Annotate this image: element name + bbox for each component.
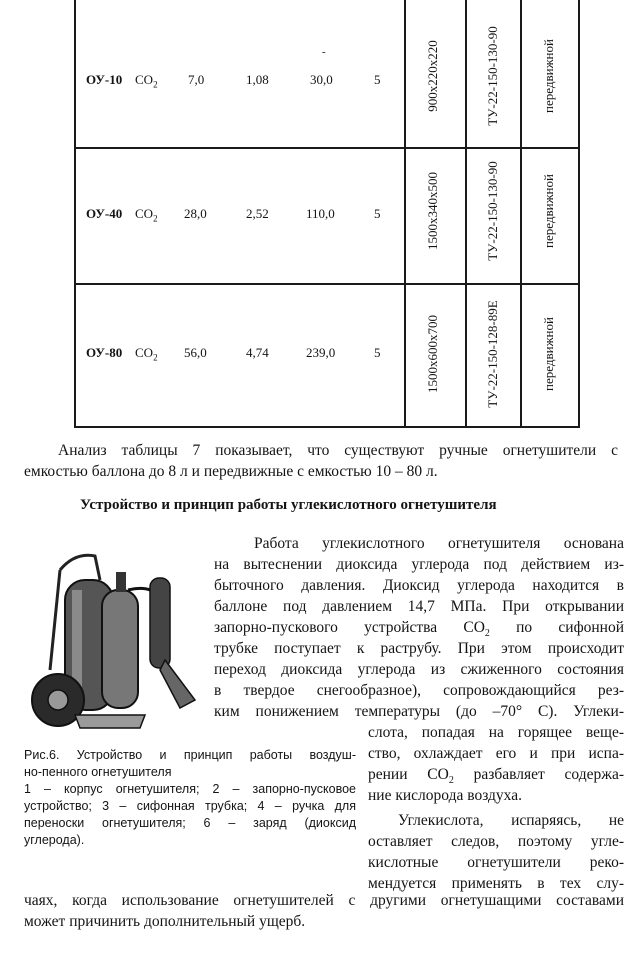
paragraph-line: ние кислорода воздуха. <box>368 787 522 804</box>
model-cell: ОУ-80 <box>86 345 123 360</box>
caption-line: Рис.6. Устройство и принцип работы воздуш- <box>24 748 356 762</box>
table-border-left <box>74 0 76 428</box>
table-border-bottom <box>74 426 580 428</box>
extinguisher-illustration <box>20 550 210 740</box>
type-cell: передвижной <box>541 39 556 113</box>
dims-cell: 1500x340x500 <box>425 172 440 250</box>
model-cell: ОУ-10 <box>86 72 123 87</box>
dash-mark: - <box>322 46 326 58</box>
mass-cell: 239,0 <box>306 345 336 360</box>
caption-line: но-пенного огнетушителя <box>24 765 172 779</box>
paragraph-line: мендуется применять в тех слу- <box>368 875 624 892</box>
paragraph-line: запорно-пускового устройства $CO_2$ по сифонной <box>214 619 624 640</box>
caption-line: 1 – корпус огнетушителя; 2 – запорно-пусковое <box>24 782 356 796</box>
paragraph-line: рении $CO_2$ разбавляет содержа- <box>368 766 624 787</box>
caption-line: углерода). <box>24 833 85 847</box>
analysis-paragraph <box>24 440 618 482</box>
spec-cell: ТУ-22-150-128-89Е <box>485 300 500 408</box>
model-cell: ОУ-40 <box>86 206 123 221</box>
range-cell: 5 <box>374 206 381 221</box>
paragraph-line: чаях, когда использование огнетушителей с другими огнетушащими составами <box>24 892 624 909</box>
paragraph-line: Работа углекислотного огнетушителя основана <box>254 535 624 552</box>
charge-cell: 2,52 <box>246 206 269 221</box>
caption-line: переноски огнетушителя; 6 – заряд (диоксид <box>24 816 356 830</box>
paragraph-line: на вытеснении диоксида углерода под действием из- <box>214 556 624 573</box>
paragraph-line: Анализ таблицы 7 показывает, что существуют ручные огнетушители с <box>58 442 618 459</box>
volume-cell: 56,0 <box>184 345 207 360</box>
body-paragraph-right <box>214 533 624 722</box>
paragraph-line: трубке поступает к раструбу. При этом происходит <box>214 640 624 657</box>
table-border-right <box>578 0 580 428</box>
paragraph-line: емкостью баллона до 8 л и передвижные с емкостью 10 – 80 л. <box>24 463 438 480</box>
charge-cell: 1,08 <box>246 72 269 87</box>
body-paragraph-full <box>24 890 624 932</box>
agent-cell: $CO_2$ <box>135 345 158 363</box>
paragraph-line: слота, попадая на горящее веще- <box>368 724 624 741</box>
type-cell: передвижной <box>541 317 556 391</box>
spec-cell: ТУ-22-150-130-90 <box>485 161 500 261</box>
range-cell: 5 <box>374 345 381 360</box>
paragraph-line: в твердое снегообразное), сопровождающийся рез- <box>214 682 624 699</box>
table-row-divider <box>74 283 580 285</box>
dims-cell: 900x220x220 <box>425 40 440 112</box>
paragraph-line: кислотные огнетушители реко- <box>368 854 624 871</box>
table-divider <box>465 0 467 428</box>
paragraph-line: оставляет следов, поэтому угле- <box>368 833 624 850</box>
volume-cell: 28,0 <box>184 206 207 221</box>
charge-cell: 4,74 <box>246 345 269 360</box>
mass-cell: 110,0 <box>306 206 335 221</box>
section-heading: Устройство и принцип работы углекислотного огнетушителя <box>80 497 497 513</box>
caption-line: устройство; 3 – сифонная трубка; 4 – ручка для <box>24 799 356 813</box>
table-divider <box>520 0 522 428</box>
figure-caption <box>24 747 356 849</box>
table-divider <box>404 0 406 428</box>
mass-cell: 30,0 <box>310 72 333 87</box>
range-cell: 5 <box>374 72 381 87</box>
spec-cell: ТУ-22-150-130-90 <box>485 26 500 126</box>
table-row-divider <box>74 147 580 149</box>
paragraph-line: быточного давления. Диоксид углерода находится в <box>214 577 624 594</box>
dims-cell: 1500x600x700 <box>425 315 440 393</box>
agent-cell: $CO_2$ <box>135 206 158 224</box>
paragraph-line: ство, охлаждает его и при испа- <box>368 745 624 762</box>
type-cell: передвижной <box>541 174 556 248</box>
paragraph-line: Углекислота, испаряясь, не <box>398 812 624 829</box>
paragraph-line: переход диоксида углерода из сжиженного состояния <box>214 661 624 678</box>
paragraph-line: может причинить дополнительный ущерб. <box>24 913 306 930</box>
agent-cell: $CO_2$ <box>135 72 158 90</box>
body-paragraph-narrow <box>368 722 624 894</box>
paragraph-line: баллоне под давлением 14,7 МПа. При открывании <box>214 598 624 615</box>
paragraph-line: ким понижением температуры (до –70° С). Углеки- <box>214 703 624 720</box>
volume-cell: 7,0 <box>188 72 205 87</box>
